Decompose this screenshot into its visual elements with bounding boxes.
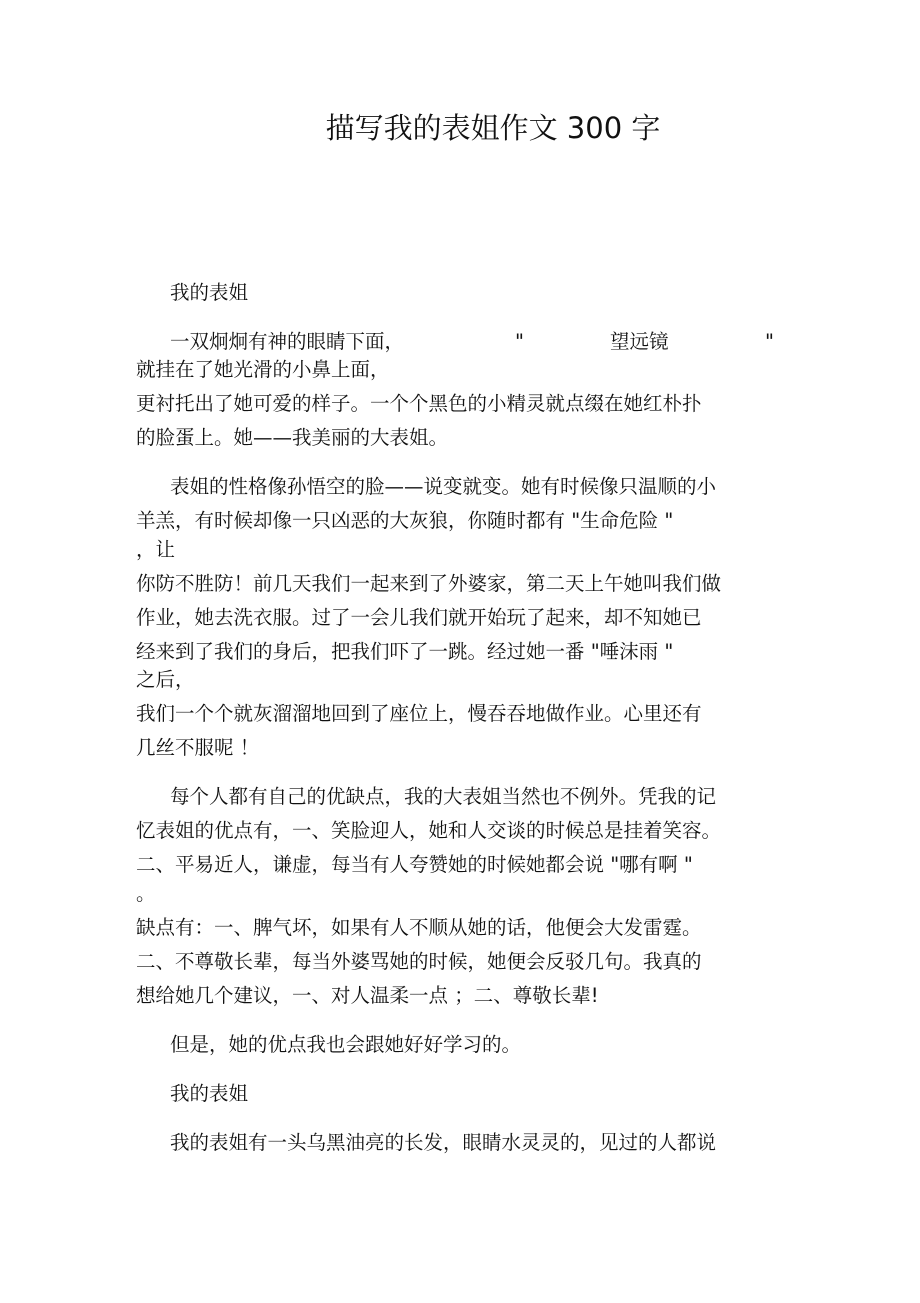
text-segment: 望远镜 xyxy=(610,330,669,353)
paragraph-line: 表姐的性格像孙悟空的脸——说变就变。她有时候像只温顺的小 xyxy=(170,475,717,498)
paragraph-line: 作业，她去洗衣服。过了一会儿我们就开始玩了起来，却不知她已 xyxy=(136,606,702,629)
paragraph-line: 我们一个个就灰溜溜地回到了座位上，慢吞吞地做作业。心里还有 xyxy=(136,702,702,725)
paragraph-line: 但是，她的优点我也会跟她好好学习的。 xyxy=(170,1033,522,1056)
document-title: 描写我的表姐作文 300 字 xyxy=(325,111,661,145)
quote-mark: " xyxy=(765,330,774,353)
section-heading: 我的表姐 xyxy=(170,281,249,304)
paragraph-line: 缺点有：一、脾气坏，如果有人不顺从她的话，他便会大发雷霆。 xyxy=(136,916,702,939)
paragraph-line: 经来到了我们的身后，把我们吓了一跳。经过她一番 "唾沫雨 " xyxy=(136,640,674,663)
paragraph-line: 每个人都有自己的优缺点，我的大表姐当然也不例外。凭我的记 xyxy=(170,785,717,808)
section-heading: 我的表姐 xyxy=(170,1082,249,1105)
paragraph-line: 你防不胜防！前几天我们一起来到了外婆家，第二天上午她叫我们做 xyxy=(136,572,722,595)
text-segment: 一双炯炯有神的眼睛下面， xyxy=(170,330,405,353)
paragraph-line: 的脸蛋上。她——我美丽的大表姐。 xyxy=(136,426,449,449)
paragraph-line: ，让 xyxy=(136,538,176,561)
paragraph-line: 我的表姐有一头乌黑油亮的长发，眼睛水灵灵的，见过的人都说 xyxy=(170,1131,717,1154)
paragraph-line: 二、平易近人，谦虚，每当有人夸赞她的时候她都会说 "哪有啊 " xyxy=(136,853,693,876)
paragraph-line: 忆表姐的优点有，一、笑脸迎人，她和人交谈的时候总是挂着笑容。 xyxy=(136,819,722,842)
quote-mark: " xyxy=(515,330,524,353)
paragraph-line: 几丝不服呢 ！ xyxy=(136,736,260,759)
paragraph-line xyxy=(170,330,780,354)
paragraph-line: 更衬托出了她可爱的样子。一个个黑色的小精灵就点缀在她红朴扑 xyxy=(136,392,702,415)
paragraph-line: 二、不尊敬长辈，每当外婆骂她的时候，她便会反驳几句。我真的 xyxy=(136,950,702,973)
paragraph-line: 就挂在了她光滑的小鼻上面， xyxy=(136,358,390,381)
paragraph-line: 羊羔，有时候却像一只凶恶的大灰狼，你随时都有 "生命危险 " xyxy=(136,509,674,532)
paragraph-line: 。 xyxy=(136,882,156,905)
paragraph-line: 之后， xyxy=(136,668,195,691)
paragraph-line: 想给她几个建议，一、对人温柔一点 ；二、尊敬长辈! xyxy=(136,984,599,1007)
